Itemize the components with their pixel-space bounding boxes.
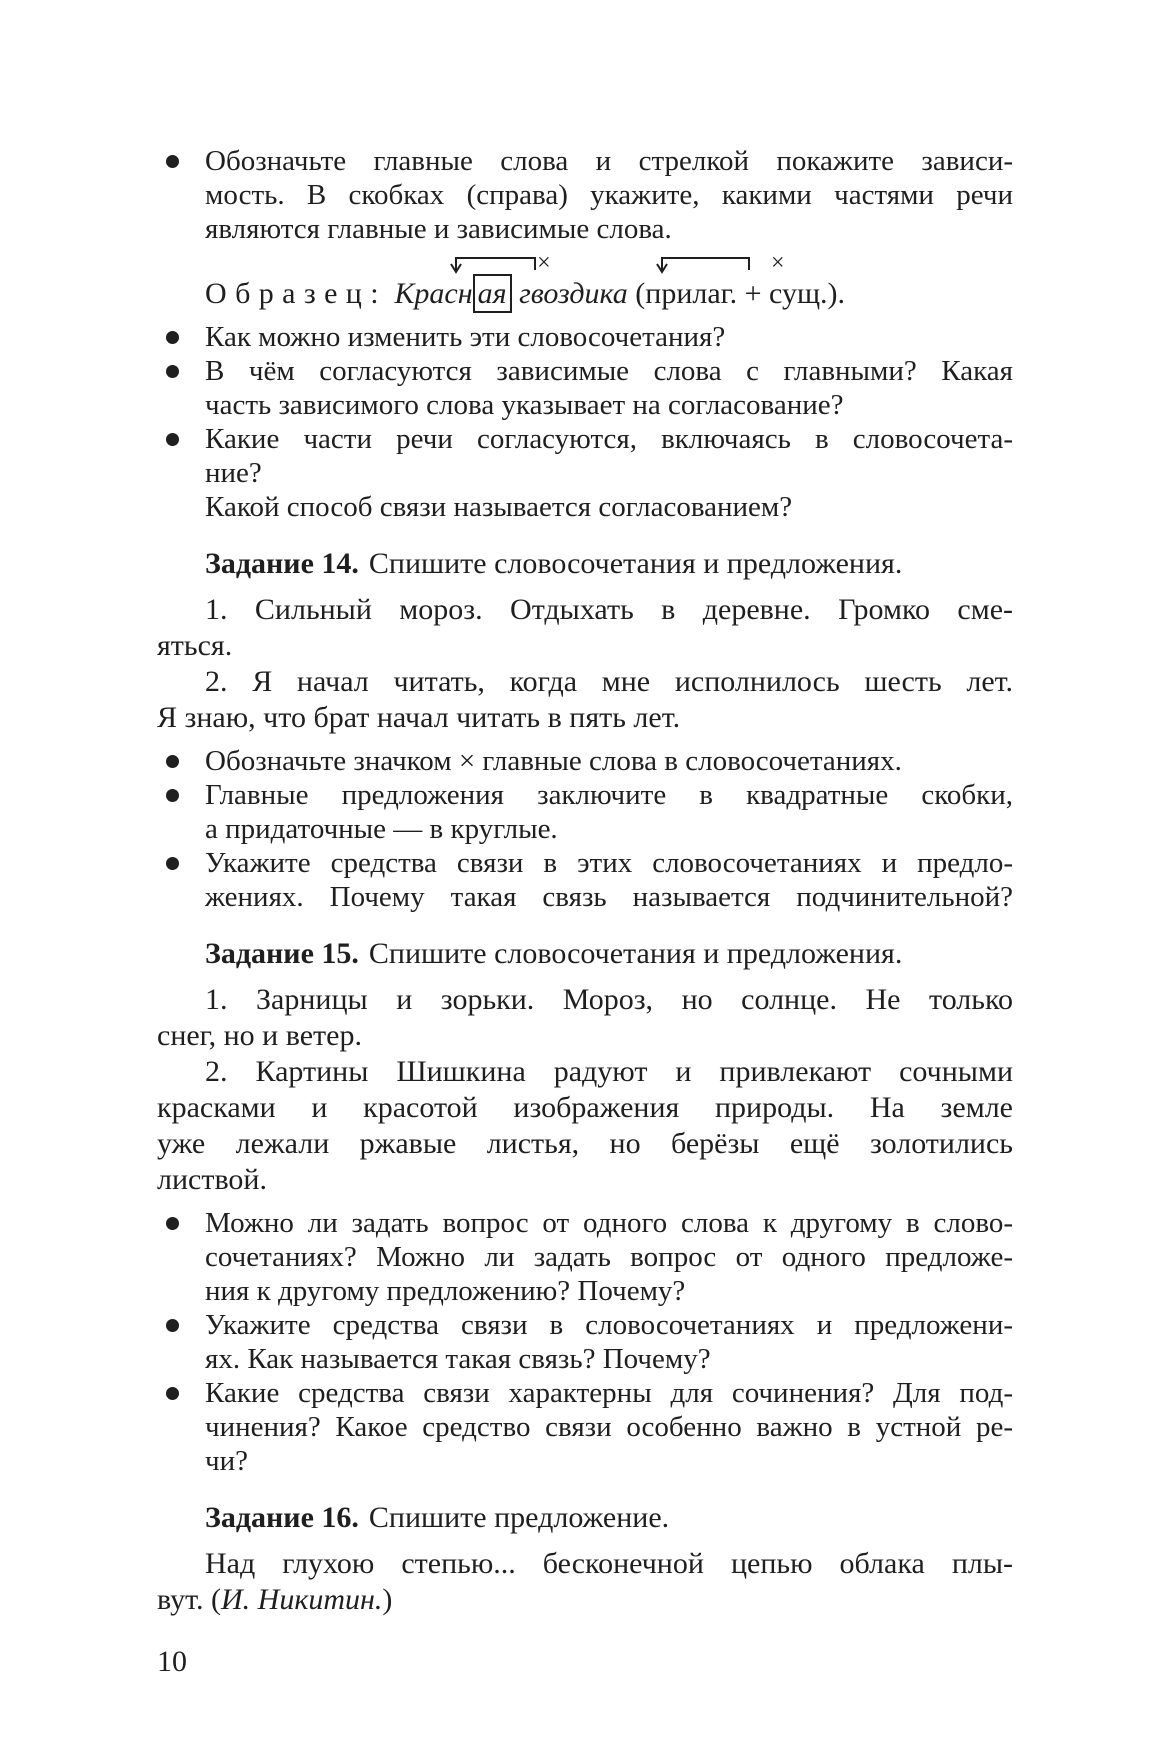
- bullet-text: [205, 846, 1013, 914]
- text-line: ния к другому предложению? Почему?: [205, 1275, 686, 1307]
- bullet-text: [205, 778, 1013, 846]
- text-line: Какой способ связи называется согласованием?: [205, 491, 793, 523]
- question-list-3: [157, 744, 1013, 914]
- bullet-text: [205, 354, 1013, 422]
- list-item: [157, 144, 1013, 246]
- list-item: [157, 744, 1013, 778]
- author-name: И. Никитин.: [220, 1583, 383, 1616]
- list-item: [157, 1206, 1013, 1308]
- text-line: мость. В скобках (справа) укажите, какими частями речи: [205, 179, 1013, 211]
- exercise-paragraph: [157, 664, 1013, 736]
- dependency-arrow-icon: [655, 249, 755, 281]
- text-line: уже лежали ржавые листья, но берёзы ещё золотились: [157, 1127, 1013, 1160]
- bullet-icon: [166, 433, 179, 446]
- task-heading-14: [157, 546, 1013, 582]
- text-line: ние?: [205, 457, 262, 489]
- example-phrase: [394, 250, 846, 310]
- bullet-icon: [166, 857, 179, 870]
- exercise-paragraph: [157, 982, 1013, 1054]
- text-line: яться.: [157, 629, 233, 662]
- task-number: Задание 15.: [205, 937, 359, 970]
- text-line: Какие части речи согласуются, включаясь в словосочета-: [205, 423, 1013, 455]
- task-text: Спишите предложение.: [368, 1501, 670, 1534]
- example-main-word: [519, 250, 628, 310]
- text-line: В чём согласуются зависимые слова с главными? Какая: [205, 355, 1013, 387]
- list-item: [157, 846, 1013, 914]
- list-item: [157, 320, 1013, 354]
- bullet-icon: [166, 1217, 179, 1230]
- exercise-paragraph: [157, 592, 1013, 664]
- example-label: Образец:: [205, 277, 387, 310]
- text-line: жениях. Почему такая связь называется подчинительной?: [205, 881, 1013, 913]
- list-item: [157, 778, 1013, 846]
- bullet-icon: [166, 789, 179, 802]
- task-number: Задание 14.: [205, 547, 359, 580]
- exercise-paragraph: [157, 1546, 1013, 1618]
- text-line: ях. Как называется такая связь? Почему?: [205, 1343, 711, 1375]
- bullet-icon: [166, 1319, 179, 1332]
- pos-note-dependent: [635, 277, 769, 310]
- main-word-x-icon: ×: [771, 250, 785, 276]
- text-line: 2. Я начал читать, когда мне исполнилось шесть лет.: [205, 665, 1013, 698]
- text-line: чи?: [205, 1445, 248, 1477]
- bullet-text: [205, 422, 1013, 524]
- text-line: являются главные и зависимые слова.: [205, 213, 672, 245]
- text-line: часть зависимого слова указывает на согласование?: [205, 389, 844, 421]
- main-word-x-icon: ×: [537, 250, 551, 276]
- question-list-4: [157, 1206, 1013, 1478]
- text-line: [157, 1582, 1013, 1618]
- text-line: Укажите средства связи в словосочетаниях и предложени-: [205, 1309, 1013, 1341]
- text-segment: вут. (: [157, 1583, 221, 1616]
- pos-note-main: [769, 250, 846, 310]
- bullet-icon: [166, 365, 179, 378]
- text-line: Как можно изменить эти словосочетания?: [205, 321, 726, 353]
- task-text: Спишите словосочетания и предложения.: [368, 547, 903, 580]
- text-line: 1. Сильный мороз. Отдыхать в деревне. Громко сме-: [205, 593, 1013, 626]
- bullet-text: [205, 1376, 1013, 1478]
- text-line: Какие средства связи характерны для сочинения? Для под-: [205, 1377, 1013, 1409]
- example-dependent-word: [395, 277, 512, 310]
- text-line: Обозначьте главные слова и стрелкой покажите зависи-: [205, 145, 1013, 177]
- page-number: 10: [157, 1645, 187, 1678]
- text-line: Я знаю, что брат начал читать в пять лет.: [157, 701, 681, 734]
- bullet-text: [205, 1308, 1013, 1376]
- task-heading-16: [157, 1500, 1013, 1536]
- bullet-text: [205, 320, 1013, 354]
- task-heading-15: [157, 936, 1013, 972]
- text-line: сочетаниях? Можно ли задать вопрос от одного предложе-: [205, 1241, 1013, 1273]
- task-number: Задание 16.: [205, 1501, 359, 1534]
- text-line: Укажите средства связи в этих словосочетаниях и предло-: [205, 847, 1013, 879]
- bullet-icon: [166, 331, 179, 344]
- text-line: Можно ли задать вопрос от одного слова к другому в слово-: [205, 1207, 1013, 1239]
- text-line: 1. Зарницы и зорьки. Мороз, но солнце. Не только: [205, 983, 1013, 1016]
- text-line: Обозначьте значком × главные слова в словосочетаниях.: [205, 745, 902, 777]
- pos-label: (прилаг. +: [635, 277, 770, 310]
- bullet-text: [205, 744, 1013, 778]
- question-list-1: [157, 144, 1013, 246]
- list-item: [157, 354, 1013, 422]
- list-item: [157, 1376, 1013, 1478]
- list-item: [157, 1308, 1013, 1376]
- bullet-text: [205, 144, 1013, 246]
- text-line: листвой.: [157, 1163, 267, 1196]
- bullet-icon: [166, 1387, 179, 1400]
- bullet-icon: [166, 755, 179, 768]
- bullet-icon: [166, 155, 179, 168]
- task-text: Спишите словосочетания и предложения.: [368, 937, 903, 970]
- word-stem: Красн: [394, 277, 473, 310]
- word: гвоздика: [519, 277, 628, 310]
- text-line: чинения? Какое средство связи особенно важно в устной ре-: [205, 1411, 1013, 1443]
- text-segment: ): [382, 1583, 393, 1616]
- example-line: [205, 250, 1013, 312]
- pos-label: сущ.).: [769, 277, 846, 310]
- list-item: [157, 422, 1013, 524]
- exercise-paragraph: [157, 1054, 1013, 1198]
- page-content: [157, 136, 1013, 1680]
- bullet-text: [205, 1206, 1013, 1308]
- text-line: Главные предложения заключите в квадратные скобки,: [205, 779, 1013, 811]
- text-line: а придаточные — в круглые.: [205, 813, 558, 845]
- text-line: Над глухою степью... бесконечной цепью облака плы-: [205, 1547, 1013, 1580]
- text-line: снег, но и ветер.: [157, 1019, 362, 1052]
- ending-box: ая: [473, 274, 512, 313]
- question-list-2: [157, 320, 1013, 524]
- text-line: красками и красотой изображения природы. На земле: [157, 1091, 1013, 1124]
- text-line: 2. Картины Шишкина радуют и привлекают сочными: [205, 1055, 1013, 1088]
